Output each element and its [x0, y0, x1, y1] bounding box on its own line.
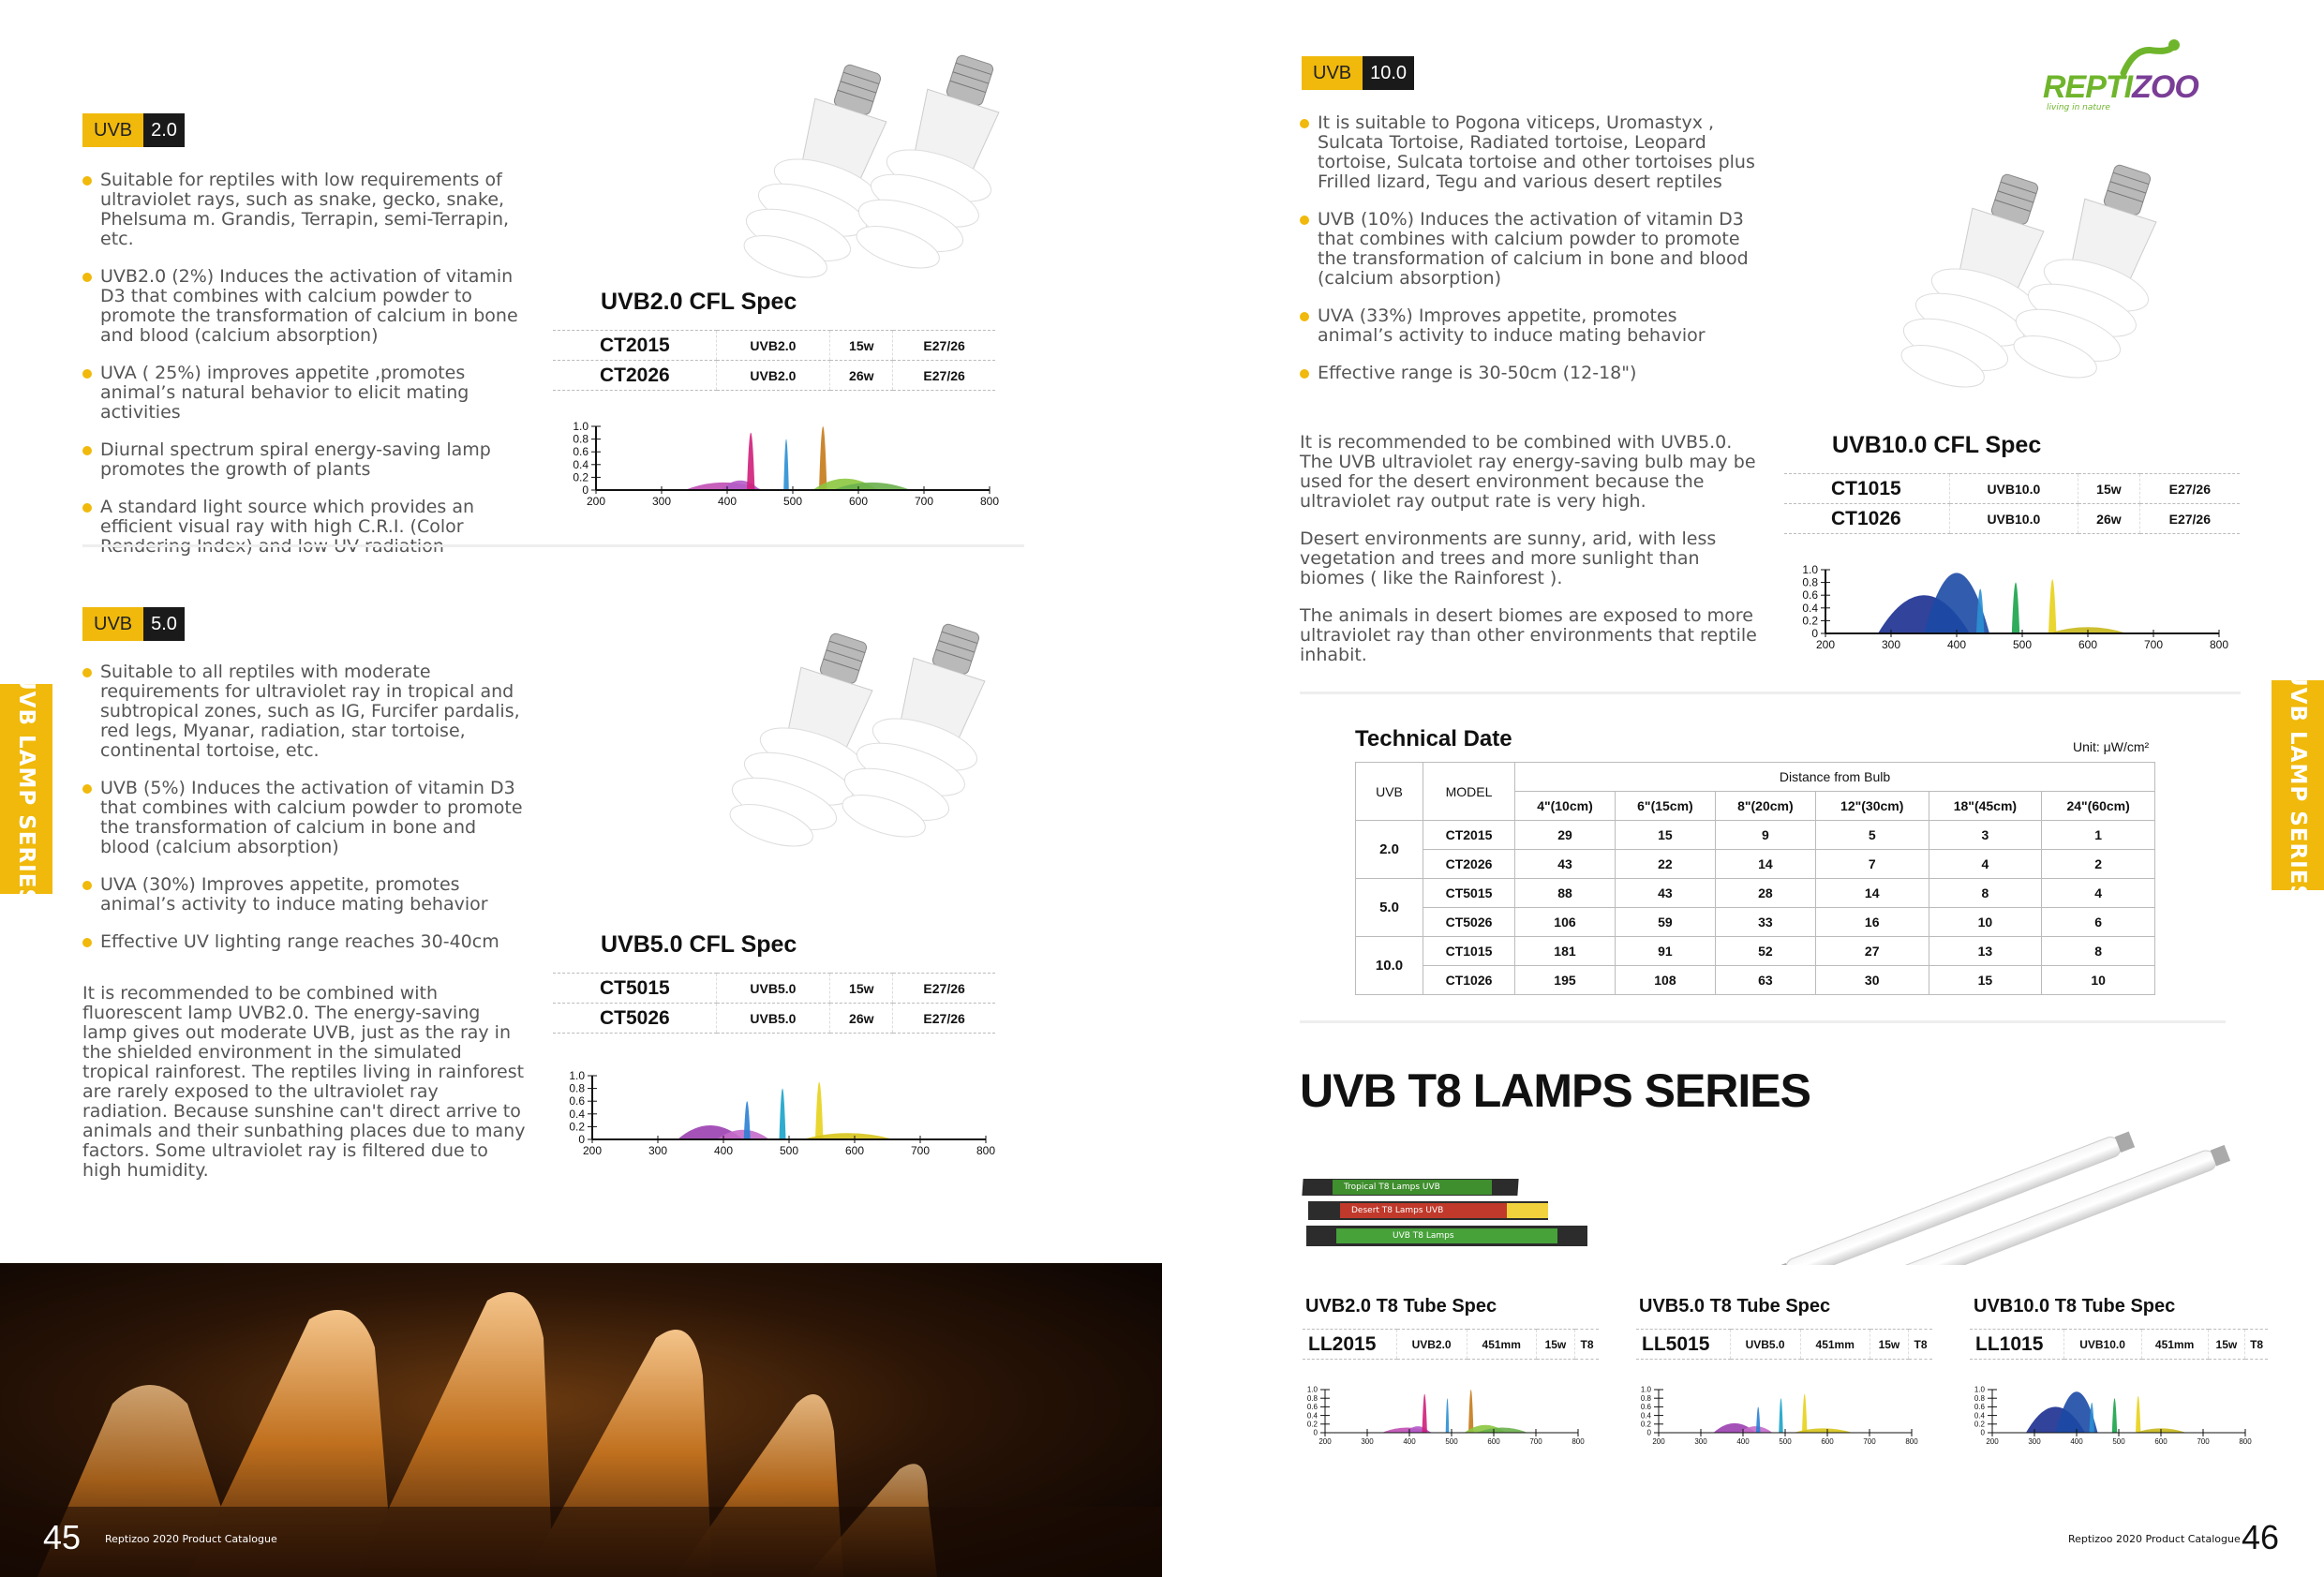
x-tick-label: 600: [1487, 1437, 1500, 1446]
uvb2-bullets: [82, 171, 527, 574]
list-item: UVB2.0 (2%) Induces the activation of vitamin D3 that combines with calcium powder to promote the transformation of calcium in bone and blood (calcium absorption): [82, 267, 527, 346]
list-item: A standard light source which provides an efficient visual ray with high C.R.I. (Color: [82, 498, 527, 557]
uvb10-spectrum-chart: [1788, 560, 2228, 654]
table-row: CT5015 UVB5.0 15w E27/26: [553, 974, 995, 1004]
uvb10-tag: UVB 10.0: [1302, 56, 1414, 90]
x-tick-label: 800: [1572, 1437, 1585, 1446]
y-tick-label: 0.8: [1640, 1393, 1651, 1403]
y-tick-label: 0: [1313, 1428, 1318, 1437]
x-tick-label: 200: [1318, 1437, 1332, 1446]
table-row: 5.0 CT5015 88 43 28 14 8 4: [1356, 879, 2155, 908]
cfl-bulbs-image: [689, 54, 1007, 289]
spectrum-peak: [1468, 1390, 1473, 1433]
t8-uvb5-spectrum-chart: [1634, 1382, 1925, 1450]
y-tick-label: 0.2: [1974, 1420, 1985, 1429]
x-tick-label: 700: [2143, 638, 2164, 651]
spec-title: UVB10.0 CFL Spec: [1832, 432, 2042, 458]
uvb5-paragraph: It is recommended to be combined with fluorescent lamp UVB2.0. The energy-saving lamp gives out moderate UVB, just as the ray in the shielded environment in the simulated tropical rainforest. The reptiles living in rainforest are rarely exposed to the ultraviolet ray radiation. Because sunshine can't direct arrive to animals and their sunbathing places due to many factors. Some ultraviolet ray is filtered due to high humidity.: [82, 983, 526, 1181]
spectrum-peak: [819, 426, 827, 490]
x-tick-label: 600: [848, 495, 869, 508]
spectrum-peak: [1779, 1398, 1783, 1433]
x-tick-label: 500: [2112, 1437, 2125, 1446]
table-row: LL5015 UVB5.0 451mm 15w T8: [1636, 1330, 1932, 1360]
y-tick-label: 0.4: [1974, 1411, 1985, 1421]
y-tick-label: 0.2: [573, 470, 588, 484]
spectrum-peak: [744, 1101, 751, 1139]
y-tick-label: 0.8: [569, 1081, 585, 1095]
x-tick-label: 300: [648, 1144, 668, 1157]
spec-table: [1784, 473, 2240, 534]
uvb10-bullets: [1300, 113, 1757, 401]
spec-title: UVB2.0 T8 Tube Spec: [1305, 1296, 1497, 1317]
y-tick-label: 0.2: [1306, 1420, 1318, 1429]
table-row: CT5026 106 59 33 16 10 6: [1356, 908, 2155, 937]
x-tick-label: 800: [1905, 1437, 1918, 1446]
footer-left: Reptizoo 2020 Product Catalogue: [105, 1533, 277, 1545]
x-tick-label: 200: [1652, 1437, 1665, 1446]
x-tick-label: 800: [2209, 638, 2228, 651]
uvb5-bullets: [82, 662, 527, 970]
x-tick-label: 400: [1946, 638, 1967, 651]
list-item: Suitable to all reptiles with moderate requirements for ultraviolet ray in tropical and subtropical zones, such as IG, Furcifer pardalis, red legs, Myanar, radiation, star tortoise, continental tortoise, etc.: [82, 662, 527, 761]
spectrum-peak: [2012, 583, 2019, 633]
page-number-left: 45: [43, 1518, 82, 1556]
x-tick-label: 300: [2028, 1437, 2041, 1446]
table-row: CT1026 195 108 63 30 15 10: [1356, 966, 2155, 995]
y-tick-label: 1.0: [569, 1069, 585, 1082]
y-tick-label: 1.0: [1802, 563, 1818, 576]
x-tick-label: 700: [1529, 1437, 1542, 1446]
spec-title: UVB2.0 CFL Spec: [601, 289, 797, 315]
spec-table: [553, 330, 995, 391]
t8-uvb2-spectrum-chart: [1301, 1382, 1591, 1450]
y-tick-label: 0: [582, 484, 588, 497]
y-tick-label: 1.0: [1974, 1385, 1985, 1394]
spectrum-peak: [2090, 1403, 2094, 1433]
y-tick-label: 0.8: [1306, 1393, 1318, 1403]
x-tick-label: 200: [586, 495, 606, 508]
x-tick-label: 600: [2154, 1437, 2168, 1446]
list-item: UVA (33%) Improves appetite, promotes animal’s activity to induce mating behavior: [1300, 306, 1757, 346]
list-item: UVB (10%) Induces the activation of vitamin D3 that combines with calcium powder to promote the transformation of calcium in bone and blood (calcium absorption): [1300, 210, 1757, 289]
spectrum-peak: [2136, 1396, 2140, 1433]
technical-title: Technical Date: [1355, 726, 1512, 751]
divider: [82, 544, 1024, 547]
x-tick-label: 400: [2070, 1437, 2083, 1446]
uvb10-paragraphs: It is recommended to be combined with UVB5.0. The UVB ultraviolet ray energy-saving bulb may be used for the desert environment because the ultraviolet ray output rate is very high. Desert environments are sunny, arid, with less vegetation and trees and more sunlight than biomes ( like the Rainforest ). The animals in desert biomes are exposed to more ultraviolet ray than other environments that reptile inhabit.: [1300, 432, 1757, 665]
spec-title: UVB10.0 T8 Tube Spec: [1974, 1296, 2176, 1317]
divider: [1300, 1020, 2226, 1023]
y-tick-label: 0.8: [1974, 1393, 1985, 1403]
x-tick-label: 400: [1403, 1437, 1416, 1446]
list-item: UVA (30%) Improves appetite, promotes animal’s activity to induce mating behavior: [82, 875, 527, 915]
x-tick-label: 700: [914, 495, 934, 508]
t8-heading: UVB T8 LAMPS SERIES: [1300, 1064, 1810, 1117]
x-tick-label: 300: [1694, 1437, 1707, 1446]
spectrum-peak: [1446, 1398, 1450, 1433]
t8-boxes-image: Tropical T8 Lamps UVB Desert T8 Lamps UVB UVB T8 Lamps: [1303, 1179, 1593, 1254]
y-tick-label: 0.6: [569, 1094, 585, 1108]
spectrum-peak: [1802, 1394, 1807, 1433]
y-tick-label: 1.0: [573, 420, 588, 433]
t8-spec-table: [1303, 1329, 1599, 1360]
divider: [1300, 692, 2241, 694]
y-tick-label: 0: [1646, 1428, 1651, 1437]
y-tick-label: 0.4: [1306, 1411, 1318, 1421]
x-tick-label: 500: [782, 495, 803, 508]
y-tick-label: 0.4: [1640, 1411, 1651, 1421]
x-tick-label: 500: [779, 1144, 799, 1157]
table-row: CT5026 UVB5.0 26w E27/26: [553, 1004, 995, 1034]
x-tick-label: 300: [651, 495, 672, 508]
table-row: CT1015 UVB10.0 15w E27/26: [1784, 474, 2240, 504]
x-tick-label: 600: [844, 1144, 865, 1157]
cfl-bulbs-image: [675, 623, 993, 857]
table-row: 10.0 CT1015 181 91 52 27 13 8: [1356, 937, 2155, 966]
table-row: CT2026 43 22 14 7 4 2: [1356, 850, 2155, 879]
x-tick-label: 500: [2012, 638, 2033, 651]
x-tick-label: 500: [1779, 1437, 1792, 1446]
spec-table: [553, 973, 995, 1034]
spectrum-peak: [815, 1082, 823, 1139]
spectrum-peak: [1976, 588, 1984, 633]
spectrum-peak: [2112, 1398, 2117, 1433]
y-tick-label: 0: [578, 1133, 585, 1146]
y-tick-label: 0.4: [569, 1107, 585, 1121]
y-tick-label: 0.2: [1640, 1420, 1651, 1429]
table-row: CT1026 UVB10.0 26w E27/26: [1784, 504, 2240, 534]
list-item: UVA ( 25%) improves appetite ,promotes animal’s natural behavior to elicit mating activities: [82, 364, 527, 423]
side-label-left: UVB LAMP SERIES: [0, 684, 52, 894]
page-number-right: 46: [2242, 1518, 2280, 1556]
y-tick-label: 0: [1980, 1428, 1985, 1437]
spectrum-peak: [2048, 579, 2056, 633]
t8-tubes-image: [1752, 1115, 2240, 1265]
x-tick-label: 600: [2078, 638, 2098, 651]
spectrum-peak: [783, 439, 789, 490]
spectrum-peak: [1756, 1406, 1761, 1433]
y-tick-label: 0.8: [573, 432, 588, 446]
spec-title: UVB5.0 T8 Tube Spec: [1639, 1296, 1831, 1317]
x-tick-label: 500: [1445, 1437, 1458, 1446]
x-tick-label: 300: [1361, 1437, 1374, 1446]
uvb2-spectrum-chart: [559, 417, 999, 511]
uvb5-spectrum-chart: [555, 1066, 995, 1160]
reptile-spikes-photo: [0, 1263, 1162, 1577]
x-tick-label: 400: [717, 495, 737, 508]
list-item: Diurnal spectrum spiral energy-saving lamp promotes the growth of plants: [82, 440, 527, 480]
y-tick-label: 1.0: [1306, 1385, 1318, 1394]
table-row: LL2015 UVB2.0 451mm 15w T8: [1303, 1330, 1599, 1360]
table-row: LL1015 UVB10.0 451mm 15w T8: [1970, 1330, 2268, 1360]
footer-right: Reptizoo 2020 Product Catalogue: [2068, 1533, 2241, 1545]
table-row: CT2015 UVB2.0 15w E27/26: [553, 331, 995, 361]
x-tick-label: 800: [976, 1144, 995, 1157]
list-item: Suitable for reptiles with low requirements of ultraviolet rays, such as snake, gecko, snake, Phelsuma m. Grandis, Terrapin, semi-Terrapin, etc.: [82, 171, 527, 249]
y-tick-label: 0: [1811, 627, 1818, 640]
y-tick-label: 0.6: [1802, 588, 1818, 603]
x-tick-label: 200: [582, 1144, 603, 1157]
y-tick-label: 0.2: [1802, 614, 1818, 628]
x-tick-label: 700: [910, 1144, 931, 1157]
x-tick-label: 800: [979, 495, 999, 508]
uvb2-tag: UVB 2.0: [82, 113, 185, 147]
y-tick-label: 0.4: [573, 457, 588, 471]
technical-unit: Unit: μW/cm²: [2073, 739, 2150, 754]
table-row: CT2026 UVB2.0 26w E27/26: [553, 361, 995, 391]
t8-uvb10-spectrum-chart: [1968, 1382, 2258, 1450]
technical-table: [1355, 762, 2155, 995]
x-tick-label: 400: [713, 1144, 734, 1157]
list-item: It is suitable to Pogona viticeps, Uromastyx , Sulcata Tortoise, Radiated tortoise, Leopard tortoise, Sulcata tortoise and other tortoises plus Frilled lizard, Tegu and various desert reptiles: [1300, 113, 1757, 192]
x-tick-label: 600: [1821, 1437, 1834, 1446]
x-tick-label: 800: [2239, 1437, 2252, 1446]
list-item: Effective range is 30-50cm (12-18"): [1300, 364, 1757, 383]
table-row: UVB MODEL Distance from Bulb: [1356, 763, 2155, 792]
x-tick-label: 700: [2197, 1437, 2210, 1446]
y-tick-label: 0.6: [1640, 1403, 1651, 1412]
table-row: 2.0 CT2015 29 15 9 5 3 1: [1356, 821, 2155, 850]
reptizoo-logo: REPTIZOO living in nature: [2043, 37, 2249, 112]
y-tick-label: 0.2: [569, 1120, 585, 1134]
spec-title: UVB5.0 CFL Spec: [601, 931, 797, 958]
cfl-bulbs-image: [1865, 164, 2183, 398]
y-tick-label: 0.6: [573, 445, 588, 459]
t8-spec-table: [1970, 1329, 2268, 1360]
y-tick-label: 0.6: [1974, 1403, 1985, 1412]
spectrum-peak: [747, 433, 754, 490]
y-tick-label: 0.6: [1306, 1403, 1318, 1412]
x-tick-label: 300: [1881, 638, 1901, 651]
t8-spec-table: [1636, 1329, 1932, 1360]
spectrum-peak: [780, 1089, 786, 1139]
x-tick-label: 200: [1986, 1437, 1999, 1446]
x-tick-label: 400: [1736, 1437, 1750, 1446]
x-tick-label: 700: [1863, 1437, 1876, 1446]
y-tick-label: 1.0: [1640, 1385, 1651, 1394]
x-tick-label: 200: [1815, 638, 1836, 651]
table-row: 4"(10cm) 6"(15cm) 8"(20cm) 12"(30cm) 18"(45cm) 24"(60cm): [1356, 792, 2155, 821]
list-item: UVB (5%) Induces the activation of vitamin D3 that combines with calcium powder to promote the transformation of calcium in bone and blood (calcium absorption): [82, 779, 527, 857]
spectrum-peak: [1423, 1394, 1427, 1433]
y-tick-label: 0.8: [1802, 575, 1818, 589]
uvb5-tag: UVB 5.0: [82, 607, 185, 641]
list-item: Effective UV lighting range reaches 30-40cm: [82, 932, 527, 952]
y-tick-label: 0.4: [1802, 601, 1818, 615]
side-label-right: UVB LAMP SERIES: [2272, 680, 2324, 890]
